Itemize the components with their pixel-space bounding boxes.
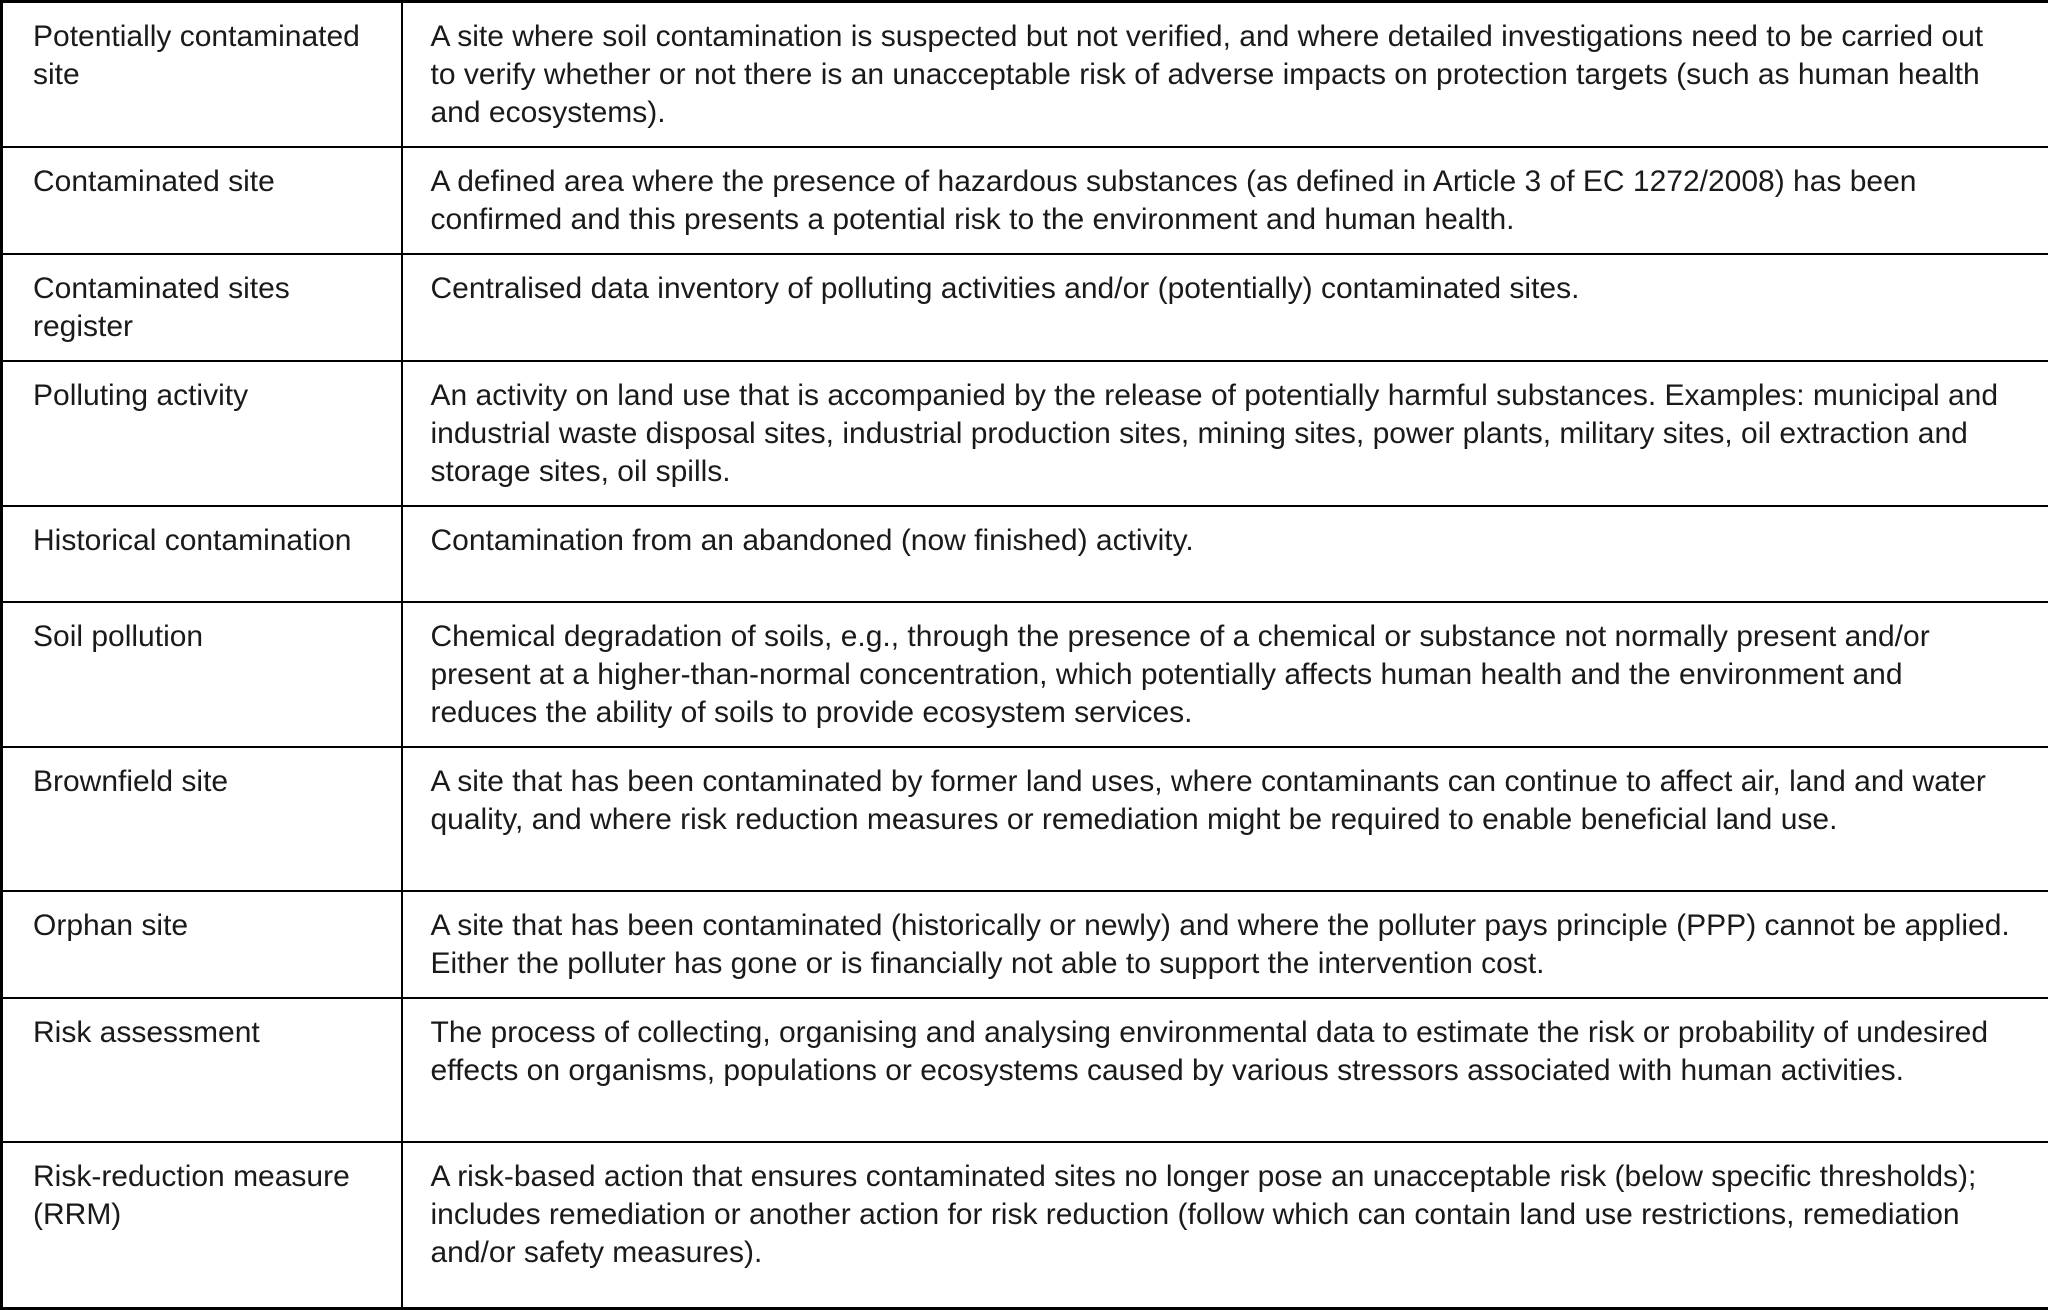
definition-cell xyxy=(402,602,2048,747)
term-cell xyxy=(2,891,402,998)
definition-cell xyxy=(402,361,2048,506)
term-label: Orphan site xyxy=(33,909,188,942)
term-label: Contaminated site xyxy=(33,165,275,198)
term-cell xyxy=(2,747,402,891)
term-label: Brownfield site xyxy=(33,765,228,798)
term-label: Risk assessment xyxy=(33,1016,260,1049)
table-row xyxy=(2,891,2048,998)
glossary-table-body xyxy=(2,2,2048,1309)
term-label: Risk-reduction measure (RRM) xyxy=(33,1160,350,1231)
definition-cell xyxy=(402,506,2048,602)
definition-cell xyxy=(402,2,2048,148)
table-row xyxy=(2,602,2048,747)
term-cell xyxy=(2,2,402,148)
term-cell xyxy=(2,602,402,747)
term-label: Soil pollution xyxy=(33,620,203,653)
table-row xyxy=(2,147,2048,254)
definition-text: Chemical degradation of soils, e.g., through the presence of a chemical or substance not normally present and/or present at a higher-than-normal concentration, which potentially affects human health and the environment and reduces the ability of soils to provide ecosystem services. xyxy=(431,618,2011,732)
definition-text: An activity on land use that is accompanied by the release of potentially harmful substances. Examples: municipal and industrial waste disposal sites, industrial production sites, mining sites, power plants, military sites, oil extraction and storage sites, oil spills. xyxy=(431,377,2011,491)
definition-text: A risk-based action that ensures contaminated sites no longer pose an unacceptable risk (below specific thresholds); includes remediation or another action for risk reduction (follow which can contain land use restrictions, remediation and/or safety measures). xyxy=(431,1158,2011,1272)
definition-cell xyxy=(402,1142,2048,1308)
definition-cell xyxy=(402,891,2048,998)
term-cell xyxy=(2,506,402,602)
definition-text: Centralised data inventory of polluting activities and/or (potentially) contaminated sites. xyxy=(431,270,2011,308)
definition-text: A site that has been contaminated (historically or newly) and where the polluter pays principle (PPP) cannot be applied. Either the polluter has gone or is financially not able to support the intervention cost. xyxy=(431,907,2011,983)
term-cell xyxy=(2,254,402,361)
term-cell xyxy=(2,361,402,506)
definition-cell xyxy=(402,254,2048,361)
term-cell xyxy=(2,998,402,1142)
definition-text: The process of collecting, organising and analysing environmental data to estimate the risk or probability of undesired effects on organisms, populations or ecosystems caused by various stressors associated with human activities. xyxy=(431,1014,2011,1090)
table-row xyxy=(2,1142,2048,1308)
definition-text: A site where soil contamination is suspected but not verified, and where detailed investigations need to be carried out to verify whether or not there is an unacceptable risk of adverse impacts on protection targets (such as human health and ecosystems). xyxy=(431,18,2011,132)
definition-text: A defined area where the presence of hazardous substances (as defined in Article 3 of EC 1272/2008) has been confirmed and this presents a potential risk to the environment and human health. xyxy=(431,163,2011,239)
definition-text: Contamination from an abandoned (now finished) activity. xyxy=(431,522,2011,560)
definition-cell xyxy=(402,147,2048,254)
table-row xyxy=(2,254,2048,361)
table-row xyxy=(2,2,2048,148)
term-label: Contaminated sites register xyxy=(33,272,290,343)
table-row xyxy=(2,361,2048,506)
term-cell xyxy=(2,147,402,254)
definition-cell xyxy=(402,998,2048,1142)
term-label: Historical contamination xyxy=(33,524,351,557)
table-row xyxy=(2,747,2048,891)
definition-text: A site that has been contaminated by former land uses, where contaminants can continue to affect air, land and water quality, and where risk reduction measures or remediation might be required to enable beneficial land use. xyxy=(431,763,2011,839)
term-label: Potentially contaminated site xyxy=(33,20,360,91)
table-row xyxy=(2,506,2048,602)
term-label: Polluting activity xyxy=(33,379,248,412)
definition-cell xyxy=(402,747,2048,891)
table-row xyxy=(2,998,2048,1142)
term-cell xyxy=(2,1142,402,1308)
